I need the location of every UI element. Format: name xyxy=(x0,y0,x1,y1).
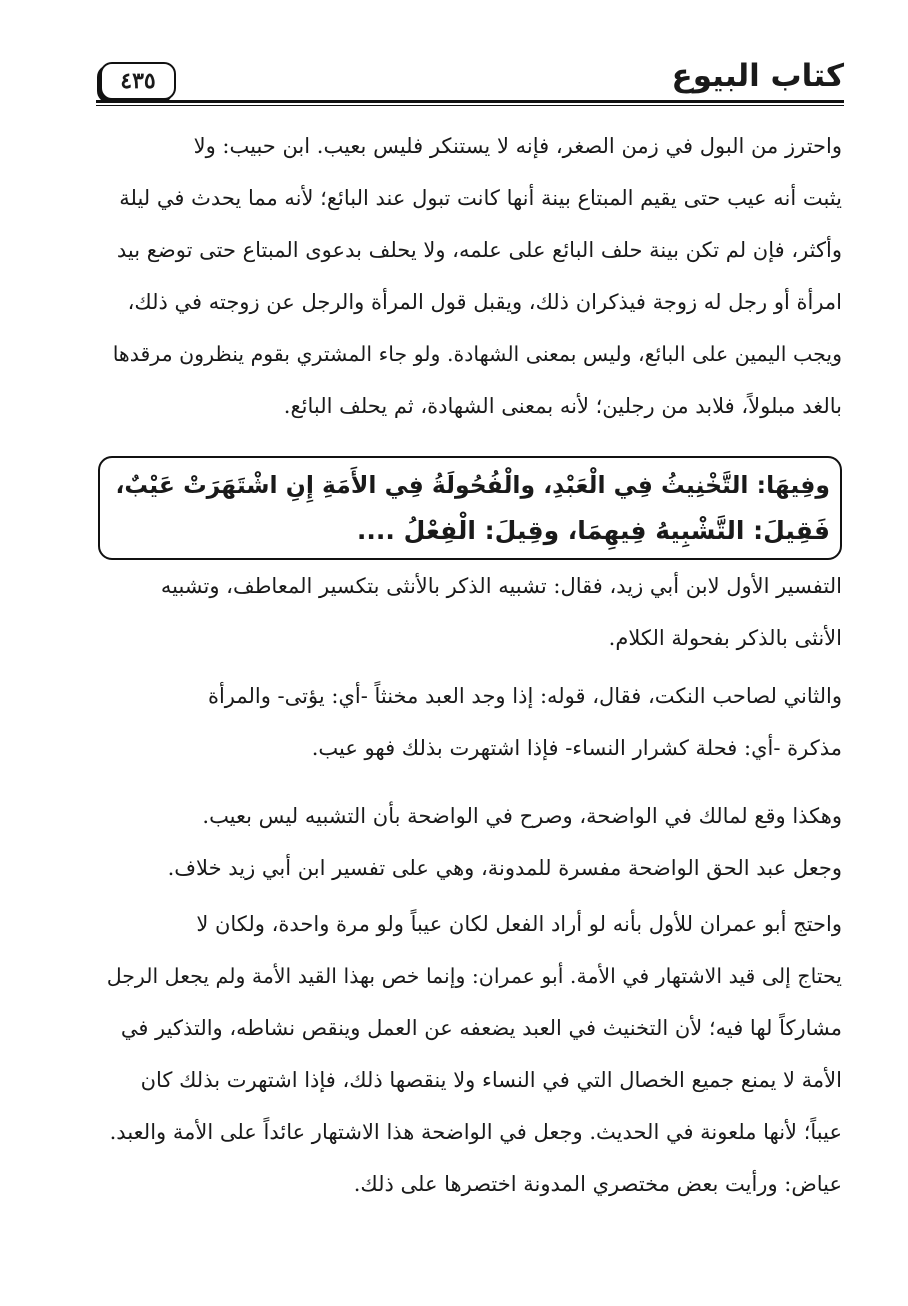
matn-line: وفِيهَا: التَّخْنِيثُ فِي الْعَبْدِ، والْفُحُولَةُ فِي الأَمَةِ إِنِ اشْتَهَرَتْ عَيْبٌ، xyxy=(115,471,830,499)
page-number: ٤٣٥ xyxy=(100,62,176,100)
text-line: بالغد مبلولاً، فلابد من رجلين؛ لأنه بمعنى الشهادة، ثم يحلف البائع. xyxy=(283,394,842,418)
text-line: التفسير الأول لابن أبي زيد، فقال: تشبيه الذكر بالأنثى بتكسير المعاطف، وتشبيه xyxy=(160,574,842,598)
text-line: والثاني لصاحب النكت، فقال، قوله: إذا وجد العبد مخنثاً -أي: يؤتى- والمرأة xyxy=(207,684,842,708)
commentary-paragraph-1 xyxy=(96,560,842,664)
text-line: وجعل عبد الحق الواضحة مفسرة للمدونة، وهي على تفسير ابن أبي زيد خلاف. xyxy=(167,856,842,880)
text-line: مشاركاً لها فيه؛ لأن التخنيث في العبد يضعفه عن العمل وينقص نشاطه، والتذكير في xyxy=(120,1016,842,1040)
text-line: وأكثر، فإن لم تكن بينة حلف البائع على علمه، ولا يحلف بدعوى المبتاع حتى توضع بيد xyxy=(116,238,842,262)
text-line: واحترز من البول في زمن الصغر، فإنه لا يستنكر فليس بعيب. ابن حبيب: ولا xyxy=(193,134,842,158)
text-line: يثبت أنه عيب حتى يقيم المبتاع بينة أنها كانت تبول عند البائع؛ لأنه مما يحدث في ليلة xyxy=(119,186,842,210)
commentary-paragraph-4 xyxy=(96,898,842,1210)
book-title: كتاب البيوع xyxy=(671,58,844,94)
text-line: امرأة أو رجل له زوجة فيذكران ذلك، ويقبل قول المرأة والرجل عن زوجته في ذلك، xyxy=(127,290,842,314)
text-line: عيباً؛ لأنها ملعونة في الحديث. وجعل في الواضحة هذا الاشتهار عائداً على الأمة والعبد. xyxy=(109,1120,842,1144)
text-line: الأمة لا يمنع جميع الخصال التي في النساء ولا ينقصها ذلك، فإذا اشتهرت بذلك كان xyxy=(140,1068,842,1092)
header-rule xyxy=(96,100,844,103)
text-line: يحتاج إلى قيد الاشتهار في الأمة. أبو عمران: وإنما خص بهذا القيد الأمة ولم يجعل الرجل xyxy=(106,964,842,988)
matn-box xyxy=(98,456,842,560)
page-header xyxy=(96,52,844,102)
commentary-paragraph-2 xyxy=(96,670,842,774)
text-line: ويجب اليمين على البائع، وليس بمعنى الشهادة. ولو جاء المشتري بقوم ينظرون مرقدها xyxy=(112,342,842,366)
text-line: مذكرة -أي: فحلة كشرار النساء- فإذا اشتهرت بذلك فهو عيب. xyxy=(311,736,842,760)
text-line: وهكذا وقع لمالك في الواضحة، وصرح في الواضحة بأن التشبيه ليس بعيب. xyxy=(202,804,842,828)
text-line: عياض: ورأيت بعض مختصري المدونة اختصرها على ذلك. xyxy=(353,1172,842,1196)
paragraph-1 xyxy=(96,120,842,432)
commentary-paragraph-3 xyxy=(96,790,842,894)
text-line: واحتج أبو عمران للأول بأنه لو أراد الفعل لكان عيباً ولو مرة واحدة، ولكان لا xyxy=(196,912,842,936)
matn-line: فَقِيلَ: التَّشْبِيهُ فِيهِمَا، وقِيلَ: الْفِعْلُ .... xyxy=(356,516,830,545)
header-rule-thin xyxy=(96,105,844,106)
text-line: الأنثى بالذكر بفحولة الكلام. xyxy=(608,626,842,650)
